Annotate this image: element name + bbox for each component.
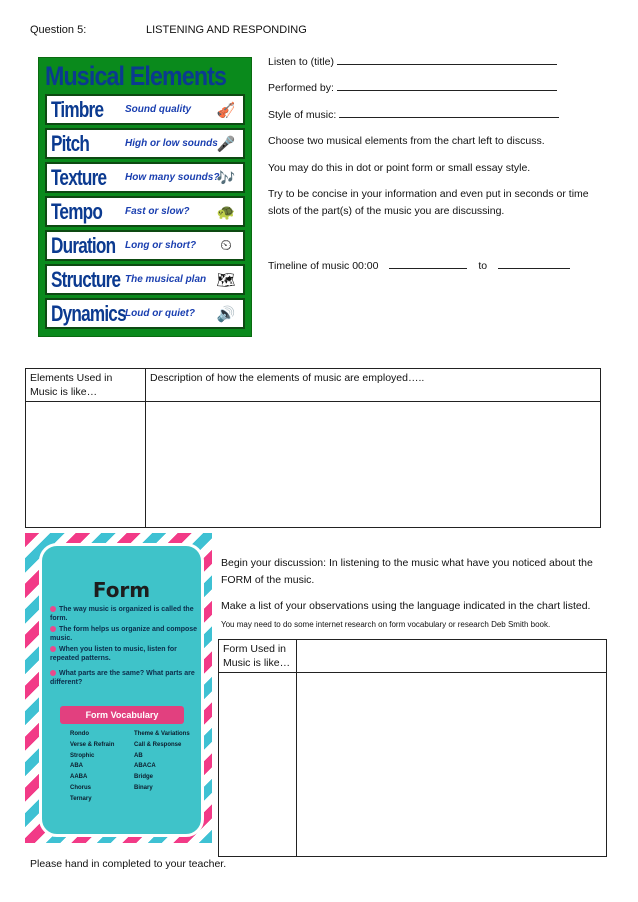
poster-desc: Sound quality bbox=[125, 104, 192, 115]
form-header: Form Used in Music is like… bbox=[219, 640, 297, 673]
research-note: You may need to do some internet research on form vocabulary or research Deb Smith book. bbox=[221, 620, 551, 629]
poster-word: Pitch bbox=[51, 131, 90, 156]
poster-desc: Fast or slow? bbox=[125, 206, 190, 217]
poster-row-pitch bbox=[45, 128, 245, 159]
question-number: Question 5: bbox=[30, 24, 87, 36]
poster-desc: High or low sounds bbox=[125, 138, 218, 149]
form-bullet: The form helps us organize and compose music. bbox=[50, 626, 198, 642]
bullet-icon bbox=[50, 670, 56, 676]
form-poster-title: Form bbox=[92, 578, 151, 602]
form-poster-panel bbox=[39, 543, 204, 837]
list-instruction: Make a list of your observations using the language indicated in the chart listed. bbox=[221, 600, 591, 612]
poster-row-tempo bbox=[45, 196, 245, 227]
form-vocab-item: Verse & Refrain bbox=[70, 741, 115, 748]
form-vocab-item: Binary bbox=[134, 784, 153, 791]
form-cell[interactable] bbox=[219, 673, 297, 857]
poster-word: Dynamics bbox=[51, 301, 126, 326]
metronome-icon: ⏲ bbox=[220, 237, 232, 254]
singer-icon: 🎤 bbox=[216, 135, 236, 153]
form-observations-cell[interactable] bbox=[297, 673, 607, 857]
poster-row-duration bbox=[45, 230, 245, 261]
listen-to-label: Listen to (title) bbox=[268, 56, 334, 68]
form-vocab-item: Bridge bbox=[134, 774, 154, 781]
form-vocab-item: Call & Response bbox=[134, 741, 182, 748]
form-table bbox=[218, 639, 607, 857]
performed-by-label: Performed by: bbox=[268, 82, 334, 94]
performed-by-line bbox=[268, 80, 557, 94]
speaker-icon: 🔊 bbox=[216, 305, 236, 323]
bullet-icon bbox=[50, 626, 56, 632]
poster-desc: How many sounds? bbox=[125, 172, 220, 183]
performed-by-blank[interactable] bbox=[337, 80, 557, 91]
poster-desc: Long or short? bbox=[125, 240, 197, 251]
timeline-start-blank[interactable] bbox=[389, 258, 467, 269]
timeline-line bbox=[268, 258, 570, 272]
timeline-end-blank[interactable] bbox=[498, 258, 570, 269]
description-header: Description of how the elements of music are employed….. bbox=[146, 369, 601, 402]
musical-elements-poster bbox=[38, 57, 252, 337]
form-vocab-left bbox=[70, 729, 114, 805]
description-cell[interactable] bbox=[146, 402, 601, 528]
elements-table bbox=[25, 368, 601, 528]
poster-row-dynamics bbox=[45, 298, 245, 329]
turtle-icon: 🐢 bbox=[216, 203, 236, 221]
poster-word: Structure bbox=[51, 267, 121, 292]
style-label: Style of music: bbox=[268, 109, 337, 121]
form-vocab-title: Form Vocabulary bbox=[60, 706, 184, 724]
poster-title: Musical Elements bbox=[45, 61, 227, 91]
poster-desc: The musical plan bbox=[125, 274, 207, 285]
orchestra-icon: 🎶 bbox=[216, 169, 236, 187]
poster-row-texture bbox=[45, 162, 245, 193]
question-title: LISTENING AND RESPONDING bbox=[146, 24, 307, 36]
form-bullet: What parts are the same? What parts are different? bbox=[50, 670, 195, 686]
listen-to-line bbox=[268, 54, 557, 68]
map-icon: 🗺 bbox=[216, 271, 236, 289]
form-vocab-item: ABA bbox=[70, 763, 83, 770]
begin-discussion: Begin your discussion: In listening to the music what have you noticed about the FORM of the music. bbox=[221, 557, 593, 586]
format-instruction: You may do this in dot or point form or small essay style. bbox=[268, 162, 531, 174]
elements-header: Elements Used in Music is like… bbox=[26, 369, 146, 402]
form-vocab-item: Theme & Variations bbox=[134, 731, 190, 737]
poster-desc: Loud or quiet? bbox=[125, 308, 195, 319]
bullet-icon bbox=[50, 646, 56, 652]
poster-row-timbre bbox=[45, 94, 245, 125]
choose-instruction: Choose two musical elements from the chart left to discuss. bbox=[268, 135, 545, 147]
form-vocab-item: Rondo bbox=[70, 731, 89, 737]
poster-word: Tempo bbox=[51, 199, 103, 224]
footer-note: Please hand in completed to your teacher. bbox=[30, 858, 227, 870]
listen-to-blank[interactable] bbox=[337, 54, 557, 65]
form-vocab-item: Strophic bbox=[70, 752, 95, 759]
poster-row-structure bbox=[45, 264, 245, 295]
concise-instruction: Try to be concise in your information and even put in seconds or time slots of the part(s) of the music you are discussing. bbox=[268, 188, 589, 217]
form-vocab-item: ABACA bbox=[134, 763, 156, 770]
violin-icon: 🎻 bbox=[216, 101, 236, 119]
timeline-label: Timeline of music 00:00 bbox=[268, 260, 379, 272]
form-observations-header bbox=[297, 640, 607, 673]
form-poster bbox=[25, 533, 212, 843]
poster-word: Timbre bbox=[51, 97, 104, 122]
form-vocab-item: AB bbox=[134, 752, 143, 759]
form-vocab-item: Chorus bbox=[70, 784, 91, 791]
form-vocab-item: Ternary bbox=[70, 795, 92, 802]
poster-word: Texture bbox=[51, 165, 107, 190]
form-vocab-item: AABA bbox=[70, 774, 88, 781]
form-bullet: When you listen to music, listen for repeated patterns. bbox=[50, 646, 177, 662]
style-blank[interactable] bbox=[339, 107, 559, 118]
form-vocab-right bbox=[134, 729, 190, 794]
elements-cell[interactable] bbox=[26, 402, 146, 528]
bullet-icon bbox=[50, 606, 56, 612]
style-line bbox=[268, 107, 559, 121]
form-bullet: The way music is organized is called the form. bbox=[50, 606, 194, 622]
poster-word: Duration bbox=[51, 233, 116, 258]
timeline-to-label: to bbox=[478, 260, 488, 272]
